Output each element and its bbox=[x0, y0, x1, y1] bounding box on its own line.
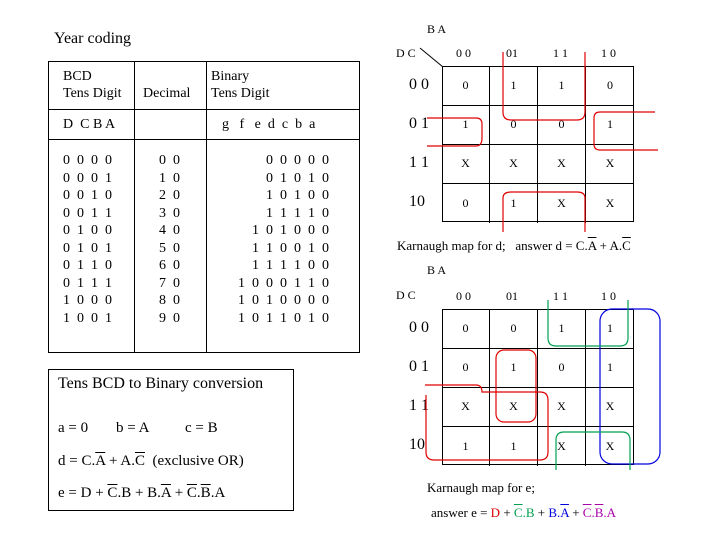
kmap-cell: 0 bbox=[442, 183, 490, 223]
bcd-value: 0 0 0 0 bbox=[63, 153, 112, 168]
kmap-cell: X bbox=[442, 144, 490, 184]
kmap-d-row-var: D C bbox=[396, 46, 416, 60]
kmap-cell: X bbox=[538, 426, 586, 466]
kmap-e-answer: answer $e = D + \overline{C}.B + B.\overline{A} + \overline{C}.\overline{B}.A$ bbox=[431, 505, 617, 520]
bcd-bit-labels: D C B A bbox=[63, 117, 116, 132]
binary-header: Binary Tens Digit bbox=[211, 69, 270, 101]
binary-value: 0 0 0 0 0 bbox=[266, 153, 329, 168]
kmap-cell: 0 bbox=[586, 66, 634, 106]
bcd-value: 1 0 0 0 bbox=[63, 293, 112, 308]
decimal-value: 0 0 bbox=[159, 153, 180, 168]
kmap-cell: 0 bbox=[490, 105, 538, 145]
equation-c: c = B bbox=[185, 420, 218, 436]
decimal-value: 8 0 bbox=[159, 293, 180, 308]
kmap-row-header: 0 0 bbox=[409, 319, 429, 336]
kmap-column-header: 1 0 bbox=[601, 289, 616, 303]
kmap-e-caption: Karnaugh map for e; bbox=[427, 480, 535, 495]
decimal-value: 1 0 bbox=[159, 170, 180, 186]
kmap-d-col-var: B A bbox=[427, 22, 447, 36]
kmap-row-header: 0 1 bbox=[409, 115, 429, 132]
kmap-cell: 1 bbox=[490, 348, 538, 388]
kmap-cell: X bbox=[490, 387, 538, 427]
bcd-value: 0 0 0 1 bbox=[63, 170, 112, 186]
kmap-column-header: 01 bbox=[506, 289, 518, 303]
kmap-row-header: 1 1 bbox=[409, 154, 429, 171]
bcd-header: BCD Tens Digit bbox=[63, 69, 122, 101]
kmap-cell: 0 bbox=[442, 348, 490, 388]
kmap-column-header: 1 0 bbox=[601, 46, 616, 60]
decimal-header: Decimal bbox=[143, 86, 191, 101]
kmap-cell: X bbox=[586, 144, 634, 184]
kmap-column-header: 1 1 bbox=[553, 46, 568, 60]
equation-d: $d = C.\overline{A} + A.\overline{C}$ (exclusive OR) bbox=[58, 453, 244, 469]
binary-value: 1 1 1 1 0 0 bbox=[252, 258, 329, 273]
binary-value: 1 0 1 1 0 1 0 bbox=[238, 310, 329, 326]
decimal-value: 2 0 bbox=[159, 188, 180, 203]
bcd-value: 1 0 0 1 bbox=[63, 310, 112, 326]
kmap-cell: 1 bbox=[586, 309, 634, 349]
kmap-cell: X bbox=[538, 144, 586, 184]
equation-b: b = A bbox=[116, 420, 150, 436]
kmap-cell: X bbox=[538, 387, 586, 427]
decimal-value: 4 0 bbox=[159, 223, 180, 238]
kmap-cell: 0 bbox=[538, 105, 586, 145]
kmap-column-header: 01 bbox=[506, 46, 518, 60]
binary-value: 1 1 0 0 1 0 bbox=[252, 240, 329, 256]
decimal-value: 3 0 bbox=[159, 205, 180, 221]
kmap-cell: 1 bbox=[586, 348, 634, 388]
decimal-value: 5 0 bbox=[159, 240, 180, 256]
kmap-cell: X bbox=[605, 195, 615, 210]
kmap-row-header: 1 1 bbox=[409, 397, 429, 414]
bcd-value: 0 0 1 0 bbox=[63, 188, 112, 203]
binary-value: 1 1 1 1 0 bbox=[266, 205, 329, 221]
binary-bit-labels: g f e d c b a bbox=[222, 117, 316, 132]
kmap-cell: 0 bbox=[442, 66, 490, 106]
binary-value: 1 0 1 0 0 0 bbox=[252, 223, 329, 238]
binary-value: 0 1 0 1 0 bbox=[266, 170, 329, 186]
equation-e: $e = D + \overline{C}.B + B.\overline{A} + \overline{C}.\overline{B}.A$ bbox=[58, 485, 226, 501]
kmap-column-header: 0 0 bbox=[456, 46, 471, 60]
kmap-cell: X bbox=[442, 387, 490, 427]
kmap-row-header: 10 bbox=[409, 193, 425, 210]
bcd-value: 0 0 1 1 bbox=[63, 205, 112, 221]
kmap-cell: 1 bbox=[538, 66, 586, 106]
kmap-cell: 1 bbox=[586, 105, 634, 145]
kmap-cell: X bbox=[605, 438, 615, 453]
kmap-cell: 0 bbox=[442, 309, 490, 349]
kmap-e-col-var: B A bbox=[427, 263, 447, 277]
kmap-cell: 1 bbox=[490, 426, 538, 466]
decimal-value: 6 0 bbox=[159, 258, 180, 273]
kmap-row-header: 10 bbox=[409, 436, 425, 453]
binary-value: 1 0 1 0 0 0 0 bbox=[238, 293, 329, 308]
kmap-cell: 1 bbox=[442, 426, 490, 466]
conversion-title: Tens BCD to Binary conversion bbox=[58, 375, 264, 392]
bcd-value: 0 1 0 0 bbox=[63, 223, 112, 238]
kmap-column-header: 0 0 bbox=[456, 289, 471, 303]
kmap-column-header: 1 1 bbox=[553, 289, 568, 303]
kmap-row-header: 0 1 bbox=[409, 358, 429, 375]
kmap-cell: 1 bbox=[538, 309, 586, 349]
kmap-cell: X bbox=[490, 144, 538, 184]
decimal-value: 7 0 bbox=[159, 275, 180, 291]
kmap-cell: 1 bbox=[442, 105, 490, 145]
bcd-value: 0 1 1 1 bbox=[63, 275, 112, 291]
binary-value: 1 0 1 0 0 bbox=[266, 188, 329, 203]
kmap-cell: X bbox=[586, 387, 634, 427]
kmap-d-caption: Karnaugh map for d; answer $d = C.\overline{A} + A.\overline{C}$ bbox=[397, 238, 631, 253]
decimal-value: 9 0 bbox=[159, 310, 180, 326]
year-coding-title: Year coding bbox=[54, 30, 132, 47]
binary-value: 1 0 0 0 1 1 0 bbox=[238, 275, 329, 291]
kmap-cell: 0 bbox=[538, 348, 586, 388]
kmap-e-row-var: D C bbox=[396, 288, 416, 302]
kmap-row-header: 0 0 bbox=[409, 76, 429, 93]
bcd-value: 0 1 0 1 bbox=[63, 240, 112, 256]
kmap-cell: 0 bbox=[490, 309, 538, 349]
bcd-value: 0 1 1 0 bbox=[63, 258, 112, 273]
kmap-cell: 1 bbox=[490, 66, 538, 106]
equation-a: a = 0 bbox=[58, 420, 89, 436]
kmap-cell: 1 bbox=[490, 183, 538, 223]
kmap-cell: X bbox=[538, 183, 586, 223]
